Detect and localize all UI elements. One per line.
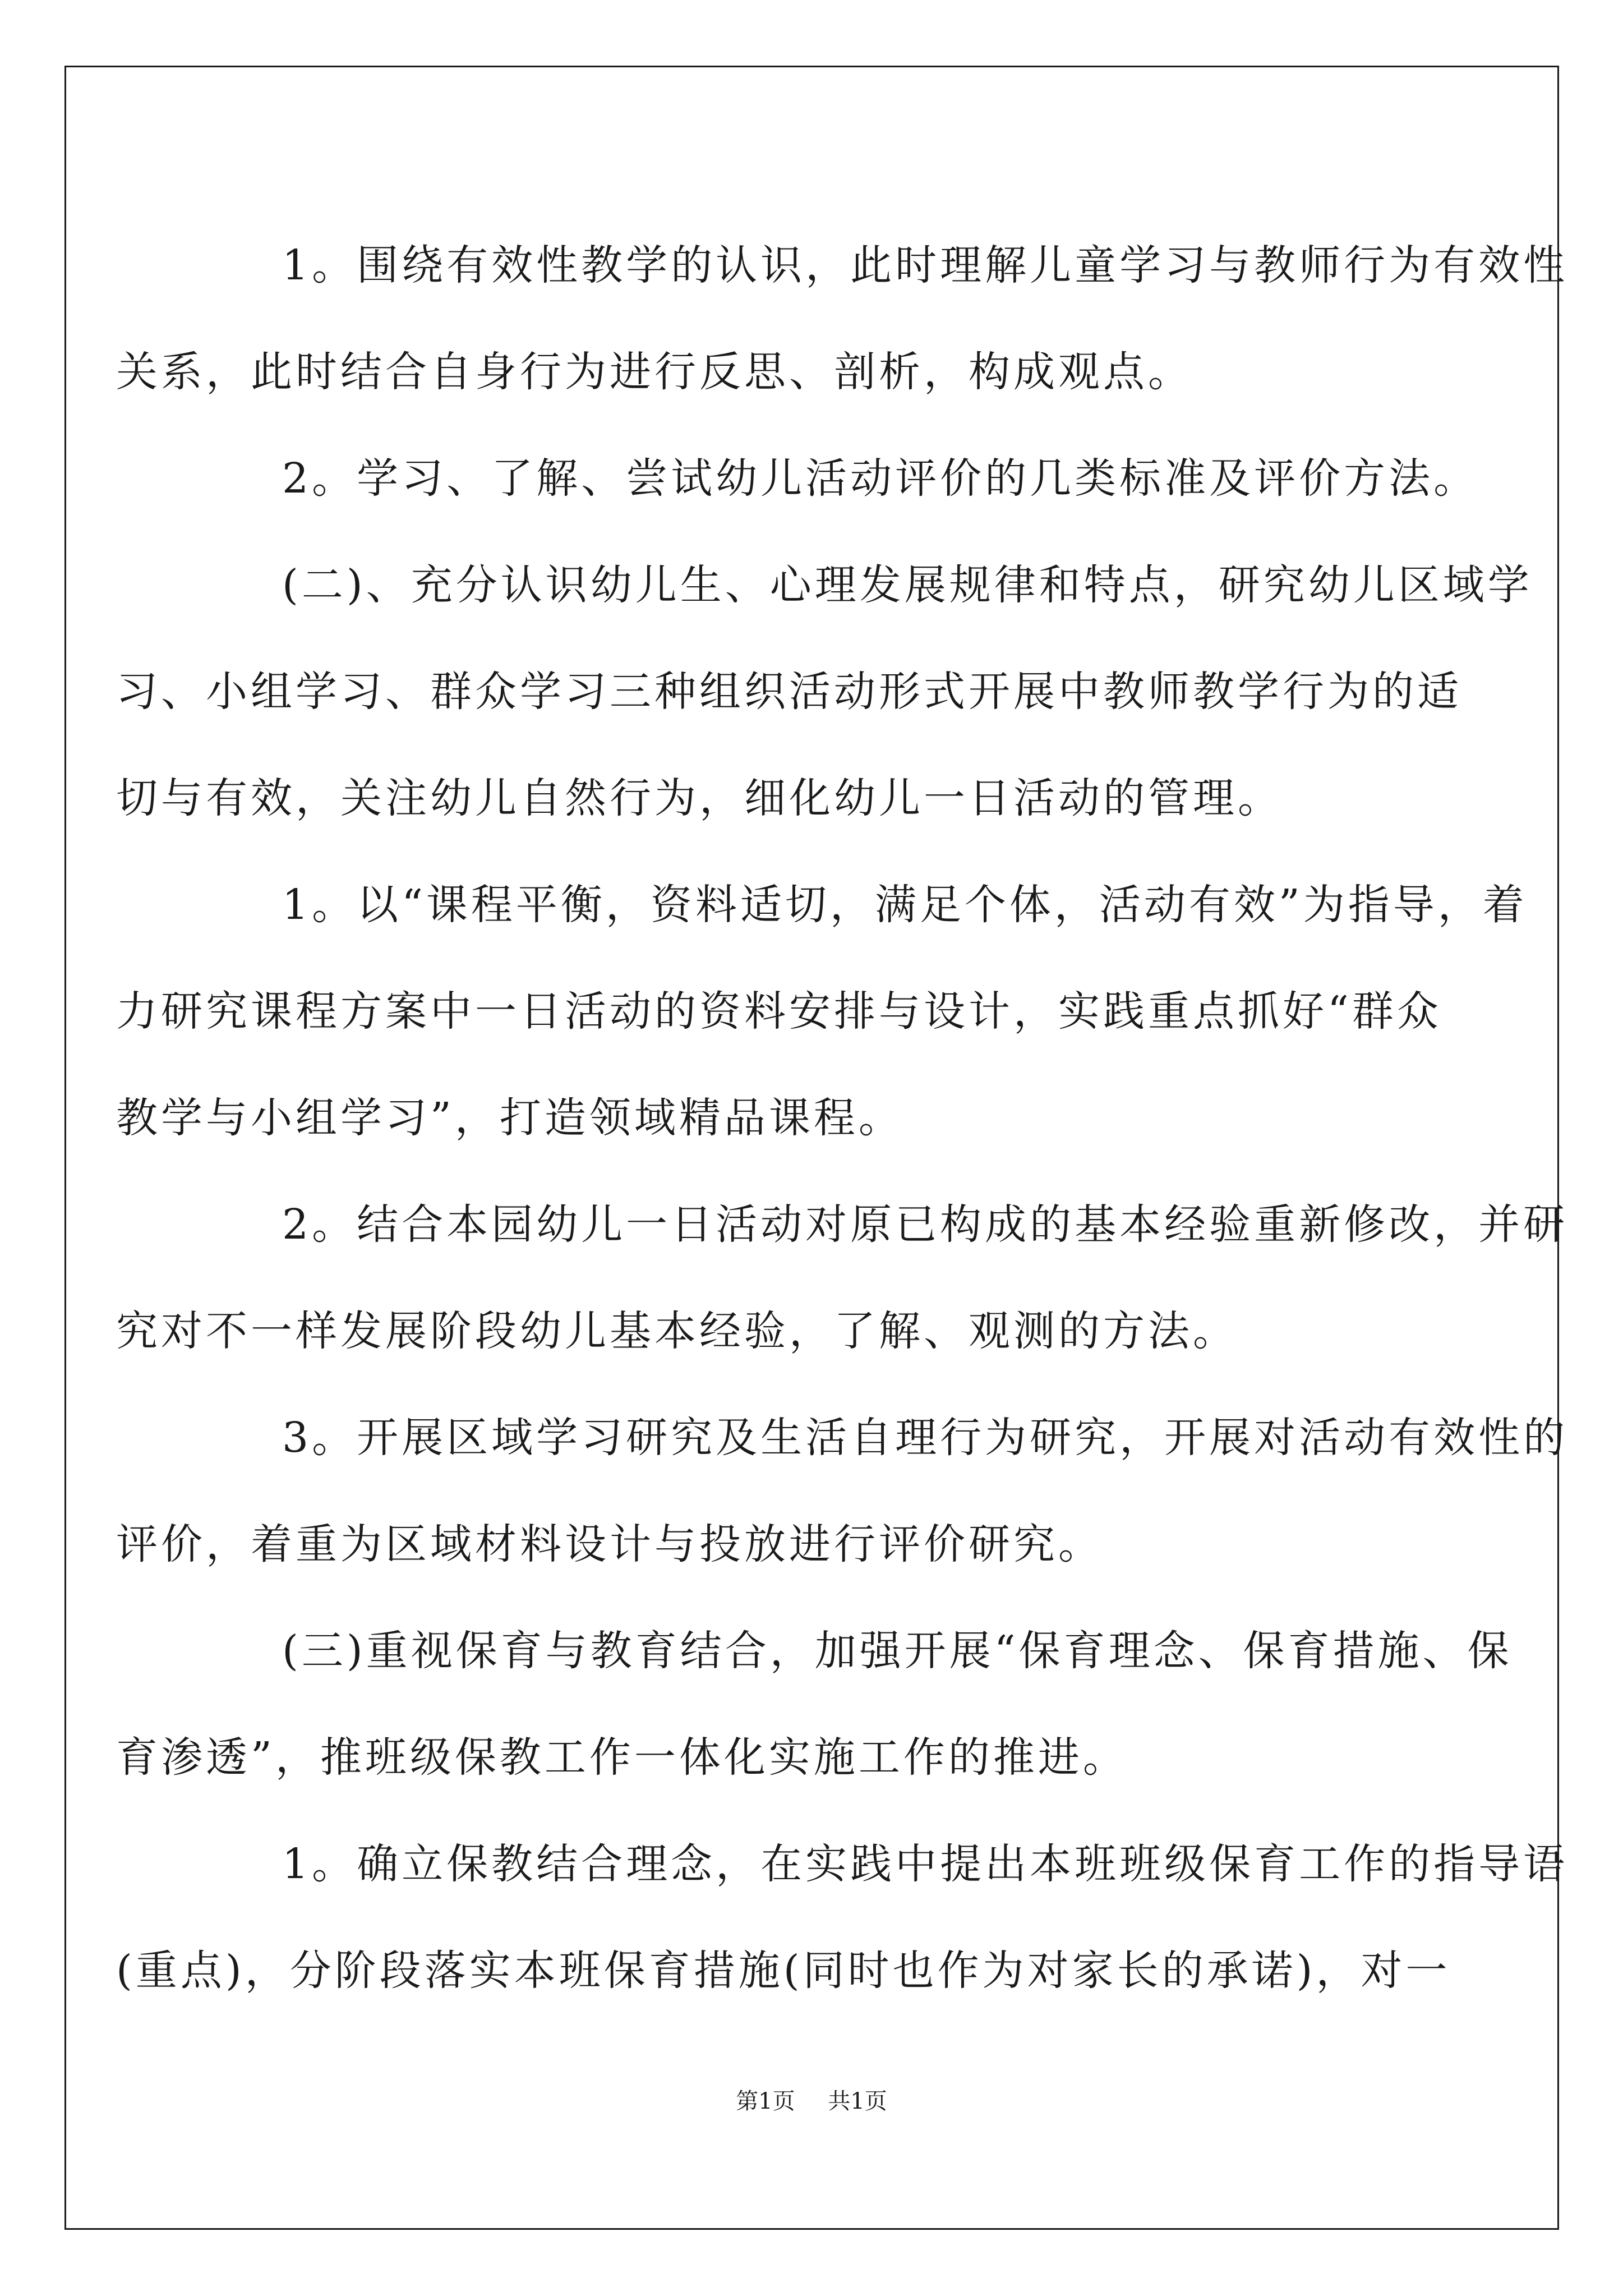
paragraph-line: 1。确立保教结合理念，在实践中提出本班班级保育工作的指导语 [282, 1840, 1569, 1888]
document-body [116, 212, 1569, 2024]
paragraph-line: 2。结合本园幼儿一日活动对原已构成的基本经验重新修改，并研 [282, 1200, 1569, 1249]
paragraph-line: 切与有效，关注幼儿自然行为，细化幼儿一日活动的管理。 [116, 774, 1283, 822]
paragraph-line: 究对不一样发展阶段幼儿基本经验，了解、观测的方法。 [116, 1307, 1238, 1355]
paragraph-line: 1。围绕有效性教学的认识，此时理解儿童学习与教师行为有效性 [282, 241, 1569, 289]
paragraph-7 [116, 1598, 1513, 1811]
paragraph-line: 力研究课程方案中一日活动的资料安排与设计，实践重点抓好“群众 [116, 987, 1442, 1036]
paragraph-line: 关系，此时结合自身行为进行反思、剖析，构成观点。 [116, 348, 1193, 396]
paragraph-line: 教学与小组学习”，打造领域精品课程。 [116, 1094, 903, 1142]
paragraph-2 [199, 425, 1479, 532]
paragraph-line: (重点)，分阶段落实本班保育措施(同时也作为对家长的承诺)，对一 [116, 1947, 1451, 1995]
paragraph-line: 评价，着重为区域材料设计与投放进行评价研究。 [116, 1520, 1103, 1568]
paragraph-line: (三)重视保育与教育结合，加强开展“保育理念、保育措施、保 [282, 1627, 1513, 1675]
paragraph-line: (二)、充分认识幼儿生、心理发展规律和特点，研究幼儿区域学 [282, 561, 1533, 609]
paragraph-line: 3。开展区域学习研究及生活自理行为研究，开展对活动有效性的 [282, 1414, 1569, 1462]
page-footer [0, 2083, 1623, 2115]
paragraph-line: 2。学习、了解、尝试幼儿活动评价的几类标准及评价方法。 [282, 454, 1479, 503]
paragraph-line: 习、小组学习、群众学习三种组织活动形式开展中教师教学行为的适 [116, 668, 1462, 716]
paragraph-4 [116, 852, 1528, 1171]
page-total: 共1页 [828, 2088, 887, 2114]
paragraph-1 [116, 212, 1569, 425]
paragraph-8 [116, 1811, 1569, 2024]
paragraph-line: 1。以“课程平衡，资料适切，满足个体，活动有效”为指导，着 [282, 881, 1528, 929]
paragraph-3 [116, 532, 1533, 852]
paragraph-line: 育渗透”，推班级保教工作一体化实施工作的推进。 [116, 1733, 1128, 1782]
paragraph-5 [116, 1171, 1569, 1384]
paragraph-6 [116, 1384, 1569, 1598]
page-number: 第1页 [736, 2088, 795, 2114]
